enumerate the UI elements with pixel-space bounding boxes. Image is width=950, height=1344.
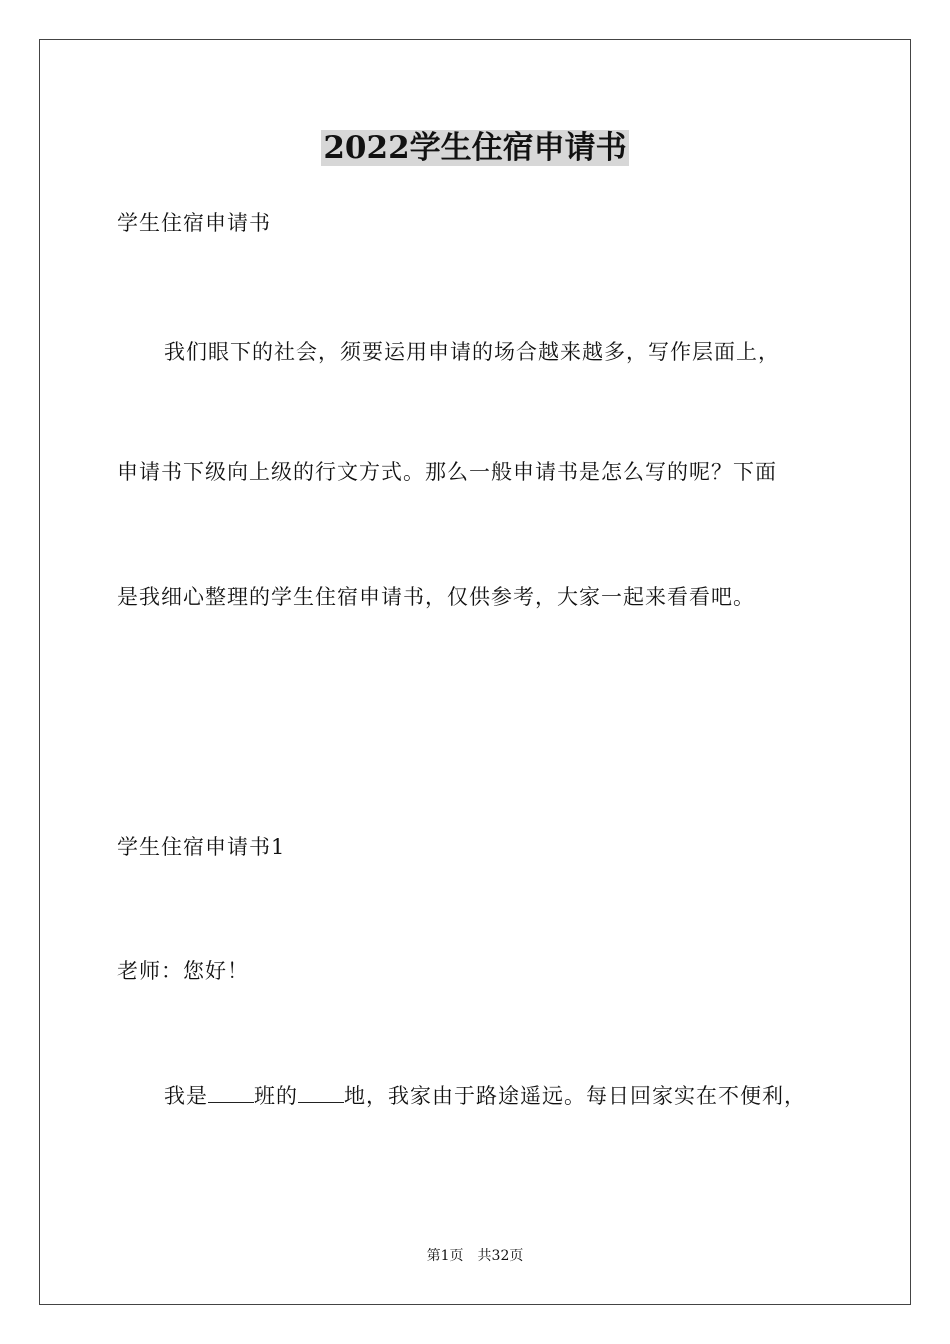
body-paragraph-line-1 — [164, 1081, 806, 1111]
salutation: 老师：您好！ — [117, 959, 249, 983]
body-text-part-2: 班的 — [254, 1084, 298, 1108]
section-heading: 学生住宿申请书1 — [117, 835, 286, 859]
document-subtitle: 学生住宿申请书 — [117, 211, 271, 235]
body-text-part-3: 地，我家由于路途遥远。每日回家实在不便利， — [344, 1084, 806, 1108]
document-title — [0, 126, 950, 170]
total-pages: 共32页 — [477, 1248, 524, 1264]
page-number: 第1页 — [426, 1248, 464, 1264]
fill-in-blank-place — [298, 1082, 344, 1103]
intro-paragraph-line-1: 我们眼下的社会，须要运用申请的场合越来越多，写作层面上， — [164, 340, 780, 364]
intro-paragraph-line-3: 是我细心整理的学生住宿申请书，仅供参考，大家一起来看看吧。 — [117, 585, 755, 609]
fill-in-blank-class — [208, 1082, 254, 1103]
document-title-text: 2022学生住宿申请书 — [323, 130, 627, 166]
intro-paragraph-line-2: 申请书下级向上级的行文方式。那么一般申请书是怎么写的呢？下面 — [117, 460, 777, 484]
body-text-part-1: 我是 — [164, 1084, 208, 1108]
page-footer — [0, 1246, 950, 1266]
